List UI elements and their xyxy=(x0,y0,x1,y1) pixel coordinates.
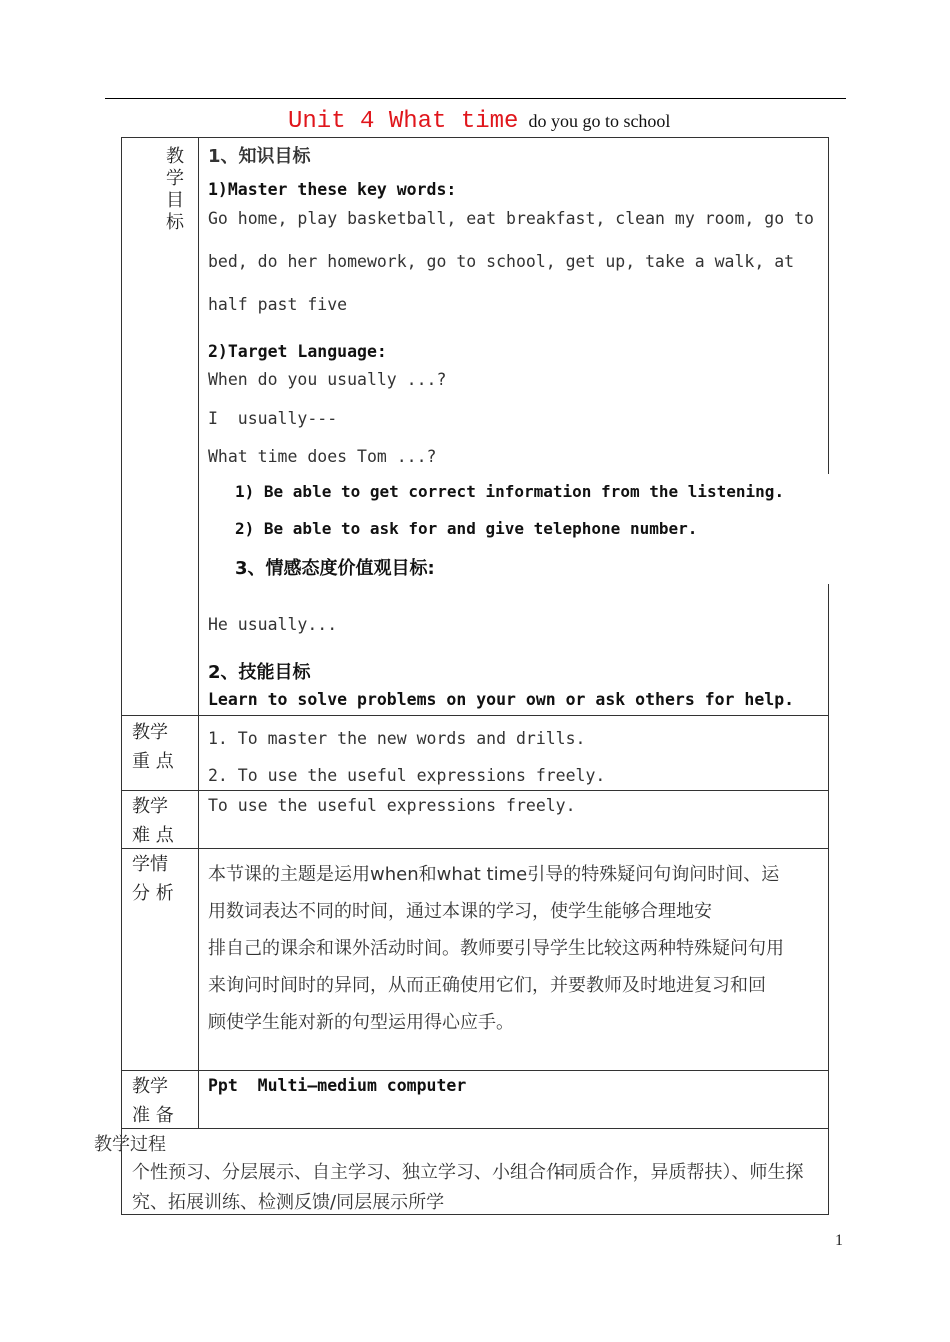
key-points-label xyxy=(132,718,174,776)
analysis-line: 用数词表达不同的时间，通过本课的学习，使学生能够合理地安 xyxy=(208,901,712,922)
analysis-label-2: 分 析 xyxy=(132,883,174,904)
key-point-item: 2. To use the useful expressions freely. xyxy=(208,766,606,785)
process-line-2: 究、拓展训练、检测反馈/同层展示所学 xyxy=(132,1192,445,1213)
overlay-line: 2) Be able to ask for and give telephone number. xyxy=(235,519,698,538)
preparation-label xyxy=(132,1072,174,1130)
difficult-point-text: To use the useful expressions freely. xyxy=(208,796,576,815)
target-line: When do you usually ...? xyxy=(208,370,447,389)
key-words-line: half past five xyxy=(208,295,348,314)
process-label: 教学过程 xyxy=(94,1134,166,1155)
skills-text: Learn to solve problems on your own or ask others for help. xyxy=(208,690,795,709)
process-line-1: 个性预习、分层展示、自主学习、独立学习、小组合作 xyxy=(132,1162,564,1183)
key-words-line: bed, do her homework, go to school, get up, take a walk, at xyxy=(208,252,795,271)
header-rule xyxy=(105,98,846,99)
objectives-label: 教学目标 xyxy=(166,146,184,233)
analysis-label-1: 学情 xyxy=(132,854,168,875)
key-words-heading: 1)Master these key words: xyxy=(208,180,457,199)
key-points-label-1: 教学 xyxy=(132,722,168,743)
target-line: What time does Tom ...? xyxy=(208,447,437,466)
preparation-label-1: 教学 xyxy=(132,1076,168,1097)
row-divider xyxy=(122,1070,828,1071)
analysis-label xyxy=(132,850,174,908)
preparation-text: Ppt Multi—medium computer xyxy=(208,1076,467,1095)
target-line: I usually--- xyxy=(208,409,338,428)
key-points-label-2: 重 点 xyxy=(132,751,174,772)
document-title xyxy=(288,108,670,135)
preparation-label-2: 准 备 xyxy=(132,1105,174,1126)
knowledge-heading: 1、知识目标 xyxy=(208,146,311,167)
column-divider xyxy=(198,138,199,1128)
difficult-points-label-1: 教学 xyxy=(132,796,168,817)
process-line-1-tail: -同质合作，异质帮扶）、师生探 xyxy=(554,1162,804,1183)
key-point-item: 1. To master the new words and drills. xyxy=(208,729,586,748)
difficult-points-label xyxy=(132,792,174,850)
row-divider xyxy=(122,715,828,716)
title-red: Unit 4 What time xyxy=(288,108,519,135)
key-words-line: Go home, play basketball, eat breakfast, clean my room, go to xyxy=(208,209,814,228)
analysis-line: 排自己的课余和课外活动时间。教师要引导学生比较这两种特殊疑问句用 xyxy=(208,938,784,959)
embedded-objectives-image xyxy=(230,474,830,584)
analysis-line: 顾使学生能对新的句型运用得心应手。 xyxy=(208,1012,514,1033)
analysis-line: 来询问时间时的异同，从而正确使用它们，并要教师及时地进复习和回 xyxy=(208,975,766,996)
skills-heading: 2、技能目标 xyxy=(208,662,311,683)
overlay-heading: 3、情感态度价值观目标: xyxy=(235,558,435,579)
row-divider xyxy=(122,790,828,791)
he-usually: He usually... xyxy=(208,615,338,634)
title-black: do you go to school xyxy=(528,111,671,131)
row-divider xyxy=(122,848,828,849)
page-number: 1 xyxy=(835,1232,843,1249)
overlay-line: 1) Be able to get correct information from the listening. xyxy=(235,482,785,501)
target-language-heading: 2)Target Language: xyxy=(208,342,387,361)
analysis-line: 本节课的主题是运用when和what time引导的特殊疑问句询问时间、运 xyxy=(208,864,780,885)
difficult-points-label-2: 难 点 xyxy=(132,825,174,846)
row-divider xyxy=(122,1128,828,1129)
lesson-plan-table xyxy=(121,137,829,1215)
